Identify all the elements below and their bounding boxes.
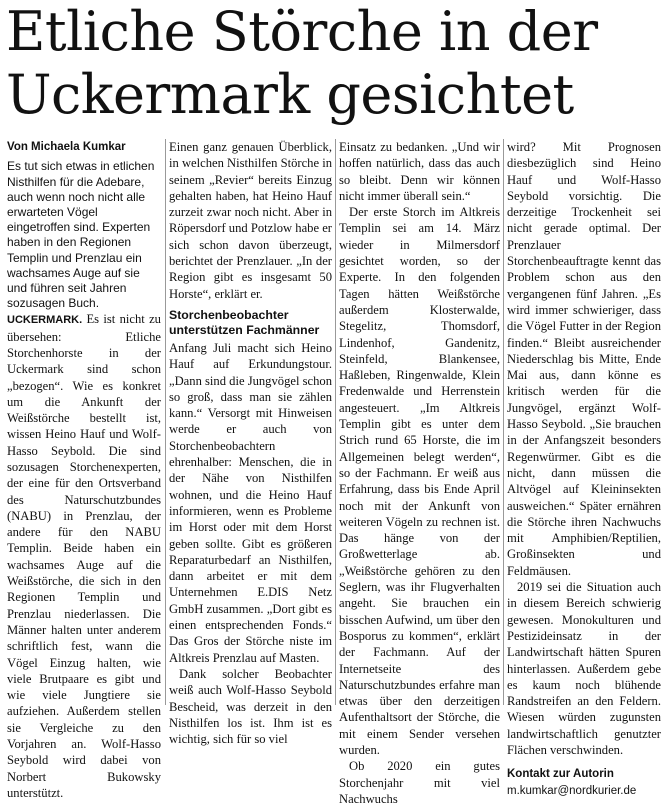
paragraph <box>7 311 161 801</box>
column-2 <box>169 139 332 747</box>
article-intro: Es tut sich etwas in etlichen Nisthilfen für die Adebare, auch wenn noch nicht alle erwarteten Vögel eingetroffen sind. Experten haben in den Regionen Templin und Prenzlau ein wachsames Auge auf sie und führen seit Jahren sozusagen Buch. <box>7 159 155 311</box>
paragraph: Der erste Storch im Altkreis Templin sei am 14. März wieder in Milmersdorf gesichtet worden, so der Experte. In den folgenden Tagen hätten Weißstörche außerdem Klosterwalde, Stegelitz, Thomsdorf, Lindenhof, Gandenitz, Steinfeld, Blankensee, Haßleben, Ringenwalde, Klein Fredenwalde und Herrenstein angesteuert. „Im Altkreis Templin gibt es unter dem Strich rund 65 Horste, die im Allgemeinen belegt werden“, so der Fachmann. Er weiß aus Erfahrung, dass bis Ende April noch mit der Ankunft von weiteren Vögeln zu rechnen ist. Das hänge von der Großwetterlage ab. „Weißstörche gehören zu den Seglern, was ihr Flugverhalten angeht. Sie brauchen ein bisschen Aufwind, um über den Bosporus zu kommen“, erklärt der Fachmann. Auf der Internetseite des Naturschutzbundes erfahre man etwas über den derzeitigen Aufenthaltsort der Störche, die mit einem Sender versehen wurden. <box>339 205 500 757</box>
author-byline: Von Michaela Kumkar <box>7 141 126 153</box>
subheading: Storchenbeobachter unterstützen Fachmänner <box>169 307 320 337</box>
column-divider <box>503 139 504 705</box>
paragraph: Anfang Juli macht sich Heino Hauf auf Erkundungstour. „Dann sind die Jungvögel schon so groß, dass man sie zählen kann.“ Versorgt mit Hinweisen werde er auch von Storchenbeobachtern ehrenhalber: Menschen, die in der Nähe von Nisthilfen wohnen, und die Heino Hauf informieren, wenn es Probleme im Horst oder mit dem Horst geben sollte. Gibt es größeren Reparaturbedarf an Nisthilfen, dann arbeitet er mit dem Unternehmen E.DIS Netz GmbH zusammen. „Dort gibt es einen entsprechenden Fonds.“ Das Gros der Störche niste im Altkreis Prenzlau auf Masten. <box>169 340 332 665</box>
column-1 <box>7 139 161 800</box>
paragraph: wird? Mit Prognosen diesbezüglich sind Heino Hauf und Wolf-Hasso Seybold vorsichtig. Die derzeitige Trockenheit sei nicht gerade optimal. Der Prenzlauer Storchenbeauftragte kennt das Problem schon aus den vergangenen fünf Jahren. „Es wird immer schwieriger, dass die Vögel Futter in der Region finden.“ Bleibt ausreichender Niederschlag bis Mitte, Ende Mai aus, dann könne es kritisch werden für die Jungvögel, ergänzt Wolf-Hasso Seybold. „Sie brauchen in der Anfangszeit besonders Regenwürmer. Gibt es die nicht, dann müssen die Altvögel auf Kleininsekten ausweichen.“ Später ernähren die Störche ihren Nachwuchs mit Amphibien/Reptilien, Großinsekten und Feldmäusen. <box>507 140 662 578</box>
contact-label: Kontakt zur Autorin <box>507 768 614 781</box>
paragraph-text: Es ist nicht zu übersehen: Etliche Storchenhorste in der Uckermark sind schon „bezogen“. Wie es konkret um die Ankunft der Weißstörche bestellt ist, wissen Heino Hauf und Wolf-Hasso Seybold. Die sind sozusagen Storchenexperten, der eine für den Ortsverband des Naturschutzbundes (NABU) in Prenzlau, der andere für den NABU Templin. Beide haben ein wachsames Auge auf die Weißstörche, die sich in den Regionen Templin und Prenzlau niederlassen. Die Männer halten unter anderem schriftlich fest, wann die Vögel Einzug halten, wie viele Brutpaare es gibt und wie viele Jungtiere sie aufziehen. Außerdem stellen sie Vergleiche zu den Vorjahren an. Wolf-Hasso Seybold wird dabei von Norbert Bukowsky unterstützt. <box>7 312 161 800</box>
contact-email-link[interactable]: m.kumkar@nordkurier.de <box>507 784 637 797</box>
dateline: UCKERMARK. <box>7 314 83 327</box>
paragraph: Ob 2020 ein gutes Storchenjahr mit viel Nachwuchs <box>339 759 500 806</box>
headline-line-1: Etliche Störche in der <box>6 0 598 63</box>
paragraph: Einen ganz genauen Überblick, in welchen Nisthilfen Störche in seinem „Revier“ bereits Einzug gehalten haben, hat Heino Hauf zurzeit zwar noch nicht. Aber in Röpersdorf und Potzlow habe er sich schon davon überzeugt, berichtet der Prenzlauer. „In der Region gibt es insgesamt 50 Horste“, erklärt er. <box>169 140 332 301</box>
paragraph: Dank solcher Beobachter weiß auch Wolf-Hasso Seybold Bescheid, was derzeit in den Nisthilfen los ist. Ihm ist es wichtig, sich für so viel <box>169 666 332 747</box>
paragraph: 2019 sei die Situation auch in diesem Bereich schwierig gewesen. Monokulturen und Pestizideinsatz in der Landwirtschaft hätten Spuren hinterlassen. Außerdem gebe es kaum noch blühende Randstreifen an den Feldern. Wiesen würden zugunsten landwirtschaftlich genutzter Flächen verschwinden. <box>507 580 661 757</box>
column-4 <box>507 139 662 797</box>
column-3 <box>339 139 500 806</box>
column-divider <box>165 139 166 705</box>
headline-line-2: Uckermark gesichtet <box>6 63 574 126</box>
article-headline <box>6 0 662 126</box>
column-divider <box>335 139 336 705</box>
paragraph: Einsatz zu bedanken. „Und wir hoffen natürlich, dass das auch so bleibt. Denn wir können nicht immer überall sein.“ <box>339 140 500 203</box>
